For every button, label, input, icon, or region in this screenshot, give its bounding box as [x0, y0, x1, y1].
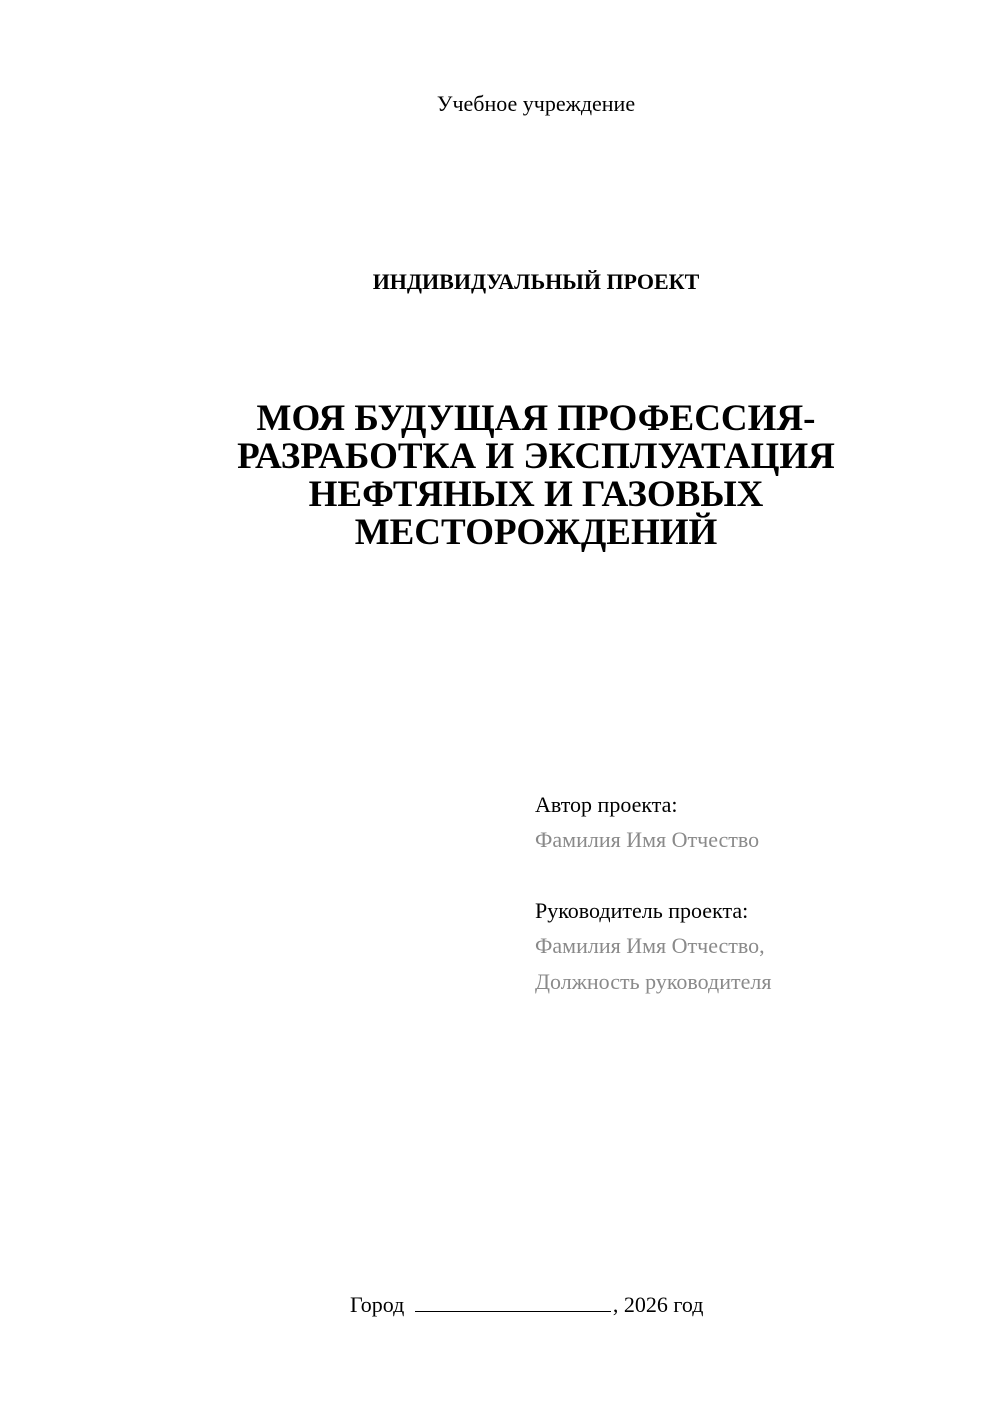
supervisor-position: Должность руководителя — [535, 969, 772, 994]
document-type: ИНДИВИДУАЛЬНЫЙ ПРОЕКТ — [372, 269, 700, 294]
title-line: МЕСТОРОЖДЕНИЙ — [354, 512, 718, 553]
footer-city-year — [350, 1290, 703, 1320]
author-block — [535, 788, 975, 858]
institution-name: Учебное учреждение — [436, 91, 636, 116]
project-title — [0, 400, 1000, 552]
author-label: Автор проекта: — [535, 792, 678, 817]
supervisor-label: Руководитель проекта: — [535, 898, 749, 923]
city-label: Город — [350, 1292, 405, 1317]
supervisor-block — [535, 894, 975, 1000]
author-name: Фамилия Имя Отчество — [535, 827, 760, 852]
title-line: РАЗРАБОТКА И ЭКСПЛУАТАЦИЯ — [237, 436, 835, 477]
year-text: , 2026 год — [612, 1292, 704, 1317]
title-line: МОЯ БУДУЩАЯ ПРОФЕССИЯ- — [256, 398, 816, 439]
title-line: НЕФТЯНЫХ И ГАЗОВЫХ — [308, 474, 764, 515]
supervisor-name: Фамилия Имя Отчество, — [535, 933, 765, 958]
city-blank-line — [415, 1291, 611, 1312]
